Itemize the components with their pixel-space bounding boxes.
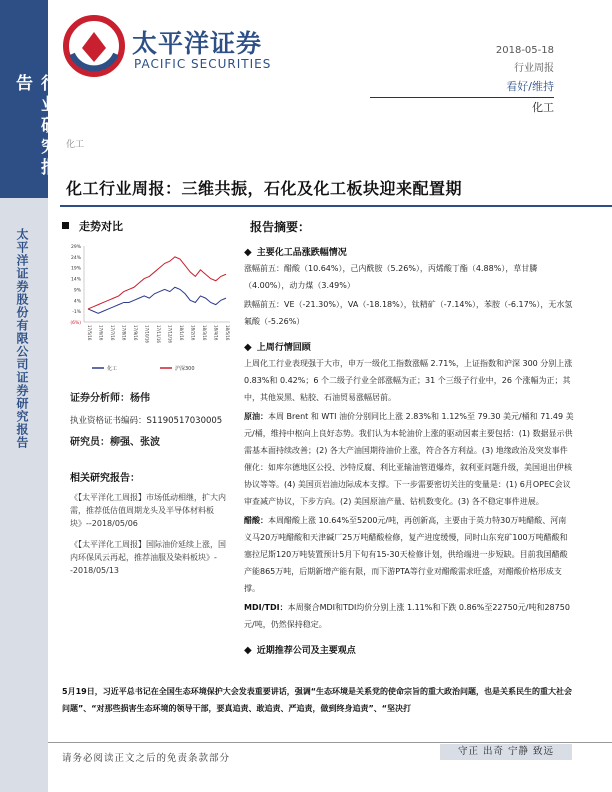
related-report-item[interactable]: 《【太平洋化工周报】市场低动相继，扩大内需，推荐低估值周期龙头及半导体材料板块》--2018/05/06 xyxy=(70,493,226,528)
gainers-text: 涨幅前五：醋酸（10.64%），己内酰胺（5.26%），丙烯酸丁酯（4.88%），草甘膦（4.00%），动力煤（3.49%） xyxy=(244,264,538,290)
diamond-bullet-icon: ◆ xyxy=(244,342,252,353)
rating: 看好/维持 xyxy=(506,80,554,93)
sidebar-company-name: 太平洋证券股份有限公司证券研究报告 xyxy=(15,228,29,449)
title-divider xyxy=(60,205,612,207)
left-column xyxy=(62,218,238,575)
trend-heading-text: 走势对比 xyxy=(79,220,123,233)
cert-line xyxy=(70,410,222,432)
y-tick-label: 14% xyxy=(70,277,81,283)
y-tick-label: 9% xyxy=(73,288,81,294)
section-title: 近期推荐公司及主要观点 xyxy=(256,646,356,656)
researcher-line xyxy=(70,432,222,454)
header-meta xyxy=(496,42,554,96)
trend-chart xyxy=(62,240,238,380)
x-tick-label: 17/8/16 xyxy=(121,325,127,341)
x-tick-label: 17/7/16 xyxy=(110,325,115,341)
x-tick-label: 18/2/16 xyxy=(190,325,196,341)
section-gainers-losers xyxy=(244,245,574,258)
x-tick-label: 17/9/16 xyxy=(133,325,138,341)
x-tick-label: 18/4/16 xyxy=(213,325,219,341)
related-reports xyxy=(70,472,232,585)
industry-label: 化工 xyxy=(532,101,554,114)
losers-text: 跌幅前五：VE（-21.30%），VA（-18.18%），钛精矿（-7.14%），苯胺（-6.17%），无水氢氟酸（-5.26%） xyxy=(244,300,573,326)
section-title: 主要化工品涨跌幅情况 xyxy=(256,248,347,258)
logo-en-text: PACIFIC SECURITIES xyxy=(134,57,272,71)
analyst-block xyxy=(70,388,222,454)
sidebar-bottom-panel xyxy=(0,198,48,792)
square-bullet-icon xyxy=(62,222,69,229)
y-tick-label: (6%) xyxy=(70,321,81,326)
cert-label: 执业资格证书编码： xyxy=(70,416,147,426)
y-tick-label: 24% xyxy=(70,255,81,261)
x-tick-label: 17/10/16 xyxy=(144,325,150,343)
diamond-bullet-icon: ◆ xyxy=(244,645,252,656)
x-tick-label: 17/11/16 xyxy=(156,325,161,343)
y-tick-label: -1% xyxy=(72,310,81,316)
section-recommendations xyxy=(244,643,574,656)
researcher-label: 研究员： xyxy=(70,437,110,448)
logo-cn-text: 太平洋证券 xyxy=(132,29,263,58)
analyst-line xyxy=(70,388,222,410)
section-title: 上周行情回顾 xyxy=(256,343,311,353)
legend-label: 沪深300 xyxy=(175,366,195,372)
acetic-acid-label: 醋酸： xyxy=(244,516,268,525)
company-motto: 守正 出奇 宁静 致远 xyxy=(440,744,572,760)
sidebar xyxy=(0,0,57,792)
report-date: 2018-05-18 xyxy=(495,45,554,56)
mdi-tdi-text xyxy=(244,599,574,633)
x-tick-label: 18/5/16 xyxy=(225,325,230,341)
acetic-acid-text xyxy=(244,512,574,597)
mdi-tdi-body: 本周聚合MDI和TDI均价分别上涨 1.11%和下跌 0.86%至22750元/吨和28750元/吨，仍然保持稳定。 xyxy=(244,603,570,629)
sidebar-report-category: 行业研究报告 xyxy=(12,74,57,179)
related-report-item[interactable]: 《【太平洋化工周报】国际油价延续上涨，国内环保风云再起，推荐油服及染料板块》--2018/05/13 xyxy=(70,540,226,575)
analyst-label: 证券分析师： xyxy=(70,393,130,404)
summary-heading: 报告摘要： xyxy=(250,220,311,234)
trend-heading xyxy=(62,218,238,234)
crude-oil-body: 本周 Brent 和 WTI 油价分别同比上涨 2.83%和 1.12%至 79.30 美元/桶和 71.49 美元/桶，维持中枢向上良好态势。我们认为本轮油价上涨的驱动因素主要包括：(1) 数据显示供需基本面持续改善；(2) 各大产油国期待油价上涨，符合各方利益。(3) 地缘政治及突发事件催化：如库尔德地区公投、沙特反腐、利比亚输油管道爆炸，叙利亚问题升级，美国退出伊核协议等等。(4) 美国页岩油边际成本支撑。下一步需要密切关注的变量是：(1) 6月OPEC会议审查减产协议，下步方向。(2) 美国原油产量、钻机数变化。(3) 各不稳定事件进展。 xyxy=(244,412,574,506)
page-title: 化工行业周报：三维共振，石化及化工板块迎来配置期 xyxy=(66,179,463,198)
footer-divider xyxy=(48,742,612,743)
analyst-name: 杨伟 xyxy=(130,393,150,404)
y-tick-label: 29% xyxy=(70,245,81,250)
researcher-names: 柳强、张波 xyxy=(110,437,160,448)
diamond-bullet-icon: ◆ xyxy=(244,247,252,258)
cert-number: S1190517030005 xyxy=(146,416,223,426)
mdi-tdi-label: MDI/TDI： xyxy=(244,603,288,612)
y-tick-label: 19% xyxy=(70,266,81,272)
x-tick-label: 18/1/16 xyxy=(179,325,184,341)
related-heading: 相关研究报告： xyxy=(70,473,140,484)
x-tick-label: 17/12/16 xyxy=(167,325,173,343)
legend-label: 化工 xyxy=(107,366,118,372)
crude-oil-label: 原油： xyxy=(244,412,268,421)
x-tick-label: 17/5/16 xyxy=(87,325,92,341)
header-divider xyxy=(370,97,554,98)
policy-paragraph: 5月19日，习近平总书记在全国生态环境保护大会发表重要讲话，强调“生态环境是关系党的使命宗旨的重大政治问题，也是关系民生的重大社会问题”、“对那些损害生态环境的领导干部，要真追责、敢追责、严追责，做到终身追责”、“坚决打 xyxy=(62,687,572,713)
y-tick-label: 4% xyxy=(73,299,81,305)
breadcrumb: 化工 xyxy=(66,140,85,150)
market-review-text: 上周化工行业表现强于大市，申万一级化工指数涨幅 2.71%，上证指数和沪深 300 分别上涨 0.83%和 0.42%；6 个二级子行业全部涨幅为正；31 个三级子行业中，26 个涨幅为正；其中，其他炭黑、粘胶、石油贸易涨幅居前。 xyxy=(244,359,573,402)
crude-oil-text xyxy=(244,408,574,510)
report-type: 行业周报 xyxy=(514,63,554,74)
summary-column xyxy=(244,218,574,656)
sidebar-top-panel xyxy=(0,0,57,198)
logo-circle-icon xyxy=(62,14,126,78)
x-tick-label: 18/3/16 xyxy=(202,325,207,341)
x-tick-label: 17/6/16 xyxy=(98,325,104,341)
series-line-csi300 xyxy=(88,257,226,309)
disclaimer-notice: 请务必阅读正文之后的免责条款部分 xyxy=(62,753,231,764)
acetic-acid-body: 本周醋酸上涨 10.64%至5200元/吨，再创新高，主要由于英力特30万吨醋酸、河南义马20万吨醋酸和天津碱厂25万吨醋酸检修，复产进度缓慢，同时山东兖矿100万吨醋酸和塞拉尼斯120万吨装置预计5月下旬有15-30天检修计划，供给端进一步短缺。目前我国醋酸产能865万吨，后期新增产能有限，而下游PTA等行业对醋酸需求旺盛，对醋酸价格形成支撑。 xyxy=(244,516,568,593)
section-weekly-review xyxy=(244,340,574,353)
